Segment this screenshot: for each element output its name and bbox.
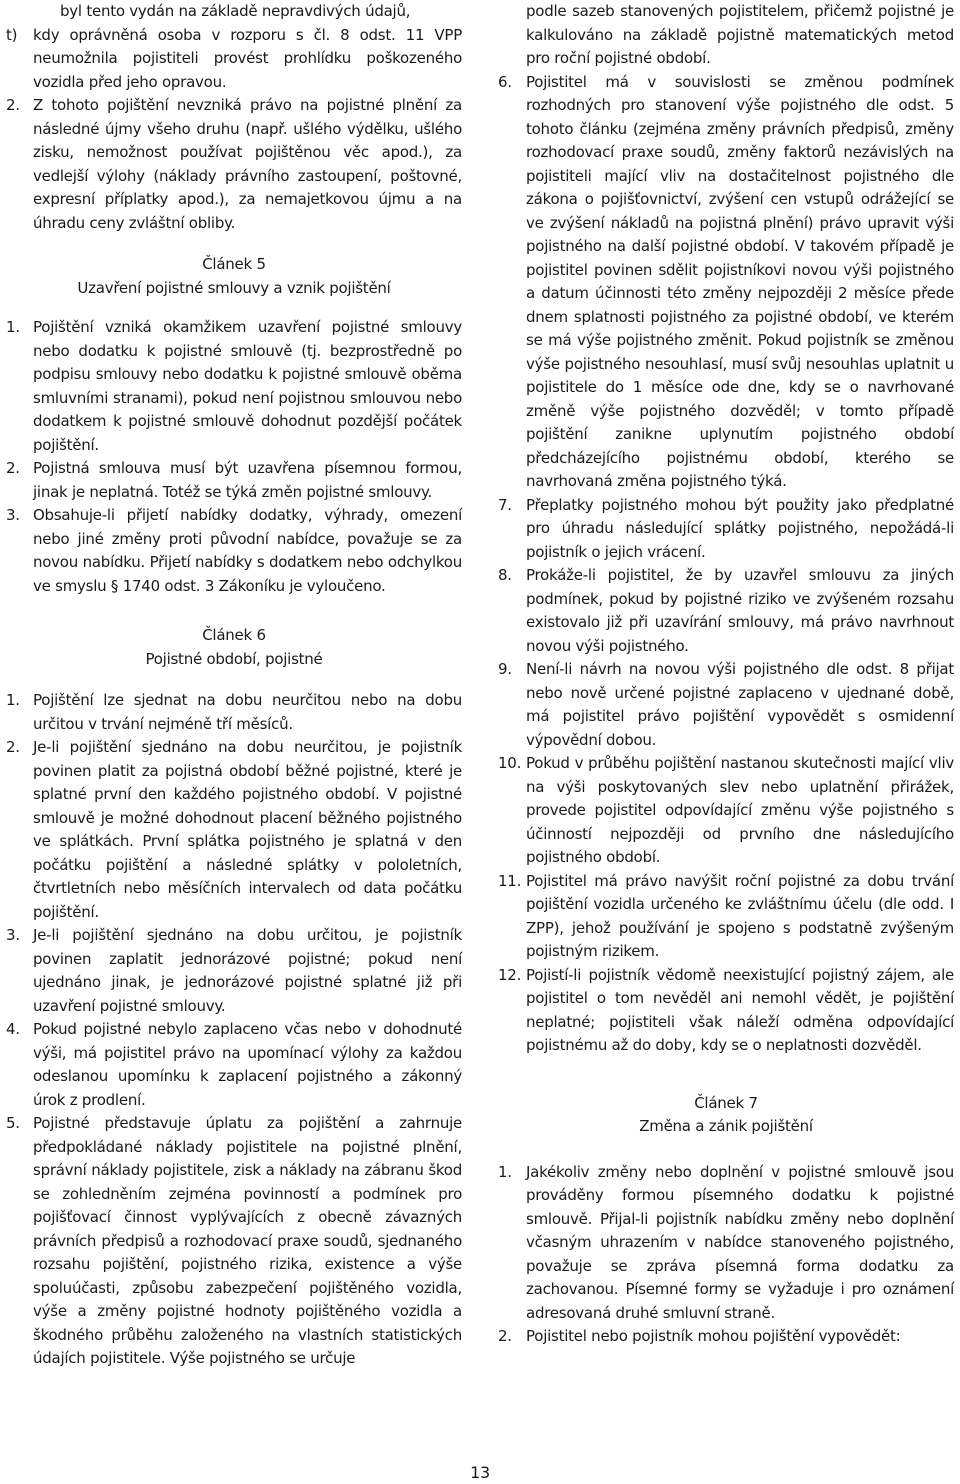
item-text: Prokáže-li pojistitel, že by uzavřel smlouvu za jiných podmínek, pokud by pojistné riziko ve zvýšeném rozsahu existovalo již při uzavírání smlouvy, má právo navrhnout novou výši pojistného. [526,566,954,655]
item-text: Pojištění vzniká okamžikem uzavření pojistné smlouvy nebo dodatku k pojistné smlouvě (tj. bezprostředně po podpisu smlouvy nebo dodatku k pojistné smlouvě oběma smluvními stranami), pokud není pojistnou smlouvou nebo dodatkem k pojistné smlouvě dohodnut pozdější počátek pojištění. [33,318,462,454]
item-number: 9. [498,660,512,678]
item-number: 4. [6,1020,20,1038]
article-title: Pojistné období, pojistné [145,649,323,668]
item-number: 2. [6,738,20,756]
item-number: 6. [498,72,512,91]
list-item [6,689,462,736]
list-item [498,658,954,752]
item-text: Pojistitel má v souvislosti se změnou podmínek rozhodných pro stanovení výše pojistného dle odst. 5 tohoto článku (zejména změny právních předpisů, změny rozhodovací praxe soudů, změny faktorů nezávislých na pojistiteli mající vliv na dostačitelnost pojistného dle zákona o pojišťovnictví, zvýšení cen vstupů odrážející se ve zvýšení nákladů na pojistná plnění) právo upravit výši pojistného na další pojistné období. V takovém případě je pojistitel povinen sdělit pojistníkovi novou výši pojistného a datum účinnosti této změny nejpozději 2 měsíce přede dnem splatnosti pojistného za pojistné období, ve kterém se má výše pojistného změnit. Pokud pojistník se změnou výše pojistného nesouhlasí, musí svůj nesouhlas uplatnit u pojistitele do 1 měsíce ode dne, kdy se o navrhované změně výše pojistného dozvěděl; v tomto případě pojištění zanikne uplynutím pojistného období předcházejícího pojistnému období, kterého se navrhovaná změna pojistného týká. [526,72,954,490]
item-text: Obsahuje-li přijetí nabídky dodatky, výhrady, omezení nebo jiné změny proti původní nabídce, považuje se za novou nabídku. Přijetí nabídky s dodatkem nebo odchylkou ve smyslu § 1740 odst. 3 Zákoníku je vyloučeno. [33,506,462,595]
item-number: 2. [6,96,20,114]
right-column [498,0,954,1349]
list-item [498,1325,954,1349]
item-text: Pojistí-li pojistník vědomě neexistující pojistný zájem, ale pojistitel o tom nevěděl ani nemohl vědět, je pojištění neplatné; pojistiteli však náleží odměna odpovídající pojistnému až do doby, kdy se o neplatnosti dozvěděl. [526,965,954,1054]
item-number: 3. [6,926,20,944]
item-text: Pojistné představuje úplatu za pojištění a zahrnuje předpokládané náklady pojistitele na pojistné plnění, správní náklady pojistitele, zisk a náklady na zábranu škod se zohledněním zejména povinností a podmínek pro pojišťovací činnost vyplývajících z obecně závazných právních předpisů a rozhodovací praxe soudů, sjednaného rozsahu pojištění, pojistného rizika, existence a výše spoluúčasti, způsobu zabezpečení pojištěného vozidla, výše a změny pojistné hodnoty pojištěného vozidla a škodného průběhu založeného na vlastních statistických údajích pojistitele. Výše pojistného se určuje [33,1114,462,1367]
article-heading [6,253,462,300]
paragraph-text: podle sazeb stanovených pojistitelem, přičemž pojistné je kalkulováno na základě pojistně matematických metod pro roční pojistné období. [526,2,954,67]
item-text: Z tohoto pojištění nevzniká právo na pojistné plnění za následné újmy všeho druhu (např. ušlého výdělku, ušlého zisku, nemožnost používat pojištěnou věc apod.), za vedlejší výlohy (náklady právního zastoupení, poštovné, expresní příplatky apod.), za nemajetkovou újmu a na úhradu ceny zvláštní obliby. [33,96,462,232]
paragraph-text: byl tento vydán na základě nepravdivých údajů, [60,2,411,20]
item-text: Pojištění lze sjednat na dobu neurčitou nebo na dobu určitou v trvání nejméně tří měsíců. [33,691,462,733]
item-number: 7. [498,495,512,514]
list-item [6,24,462,95]
list-item [498,752,954,870]
item-text: Je-li pojištění sjednáno na dobu neurčitou, je pojistník povinen platit za pojistná období běžné pojistné, které je splatné první den každého pojistného období. V pojistné smlouvě je možné dohodnout placení běžného pojistného ve splátkách. První splátka pojistného je splatná v den počátku pojištění a následné splátky v pololetních, čtvrtletních nebo měsíčních intervalech od data počátku pojištění. [33,738,462,921]
list-item [498,71,954,494]
item-number: 2. [6,459,20,477]
item-number: t) [6,25,18,44]
article-title: Změna a zánik pojištění [639,1117,813,1135]
item-number: 10. [498,754,522,772]
item-text: Pokud v průběhu pojištění nastanou skutečnosti mající vliv na výši poskytovaných slev nebo uplatnění přirážek, provede pojistitel odpovídající změnu výše pojistného s účinností nejpozději od prvního dne následujícího pojistného období. [526,754,954,866]
article-heading [498,1092,954,1139]
left-column [6,0,462,1371]
list-item [498,494,954,565]
item-number: 12. [498,965,522,984]
list-item [6,504,462,598]
item-text: Pokud pojistné nebylo zaplaceno včas nebo v dohodnuté výši, má pojistitel právo na upomínací výlohy za každou odeslanou upomínku k zaplacení pojistného a zákonný úrok z prodlení. [33,1020,462,1109]
list-item [498,870,954,964]
list-item [6,736,462,924]
paragraph-continuation [498,0,954,71]
list-item [6,1112,462,1371]
list-item [498,564,954,658]
item-text: Pojistná smlouva musí být uzavřena písemnou formou, jinak je neplatná. Totéž se týká změn pojistné smlouvy. [33,459,462,501]
item-text: Je-li pojištění sjednáno na dobu určitou, je pojistník povinen zaplatit jednorázové pojistné; pokud není ujednáno jinak, je jednorázové pojistné splatné již při uzavření pojistné smlouvy. [33,926,462,1015]
item-number: 1. [498,1162,512,1181]
list-item [498,964,954,1058]
item-text: Pojistitel má právo navýšit roční pojistné za dobu trvání pojištění vozidla určeného ke zvláštnímu účelu (dle odd. I ZPP), jehož používání je spojeno s podstatně zvýšeným pojistným rizikem. [526,871,954,960]
item-text: Jakékoliv změny nebo doplnění v pojistné smlouvě jsou prováděny formou písemného dodatku k pojistné smlouvě. Přijal-li pojistník nabídku změny nebo doplnění včasným uhrazením v nabídce stanoveného pojistného, považuje se zpráva písemná forma dodatku za zachovanou. Písemné formy se vyžaduje i pro oznámení adresovaná druhé smluvní straně. [526,1162,954,1322]
item-number: 1. [6,691,20,709]
list-item [498,1161,954,1326]
item-text: kdy oprávněná osoba v rozporu s čl. 8 odst. 11 VPP neumožnila pojistiteli provést prohlídku poškozeného vozidla před jeho opravou. [33,25,462,91]
list-item [6,924,462,1018]
list-item [6,457,462,504]
article-title: Uzavření pojistné smlouvy a vznik pojištění [77,278,391,297]
page-number: 13 [470,1463,490,1482]
item-text: Přeplatky pojistného mohou být použity jako předplatné pro úhradu následující splátky pojistného, nepožádá-li pojistník o jejich vrácení. [526,495,954,561]
list-item [6,94,462,235]
list-item [6,316,462,457]
item-text: Pojistitel nebo pojistník mohou pojištění vypovědět: [526,1327,901,1345]
item-number: 3. [6,506,20,524]
article-number: Článek 7 [694,1093,758,1112]
article-number: Článek 5 [202,255,266,273]
item-number: 11. [498,871,522,890]
list-item [6,1018,462,1112]
item-number: 2. [498,1327,512,1345]
item-number: 8. [498,566,512,584]
item-number: 1. [6,318,20,336]
paragraph-continuation [6,0,462,24]
item-text: Není-li návrh na novou výši pojistného dle odst. 8 přijat nebo nově určené pojistné zaplaceno v ujednané době, má pojistitel právo pojištění vypovědět s osmidenní výpovědní dobou. [526,660,954,749]
item-number: 5. [6,1114,20,1132]
article-number: Článek 6 [202,626,266,644]
article-heading [6,624,462,671]
